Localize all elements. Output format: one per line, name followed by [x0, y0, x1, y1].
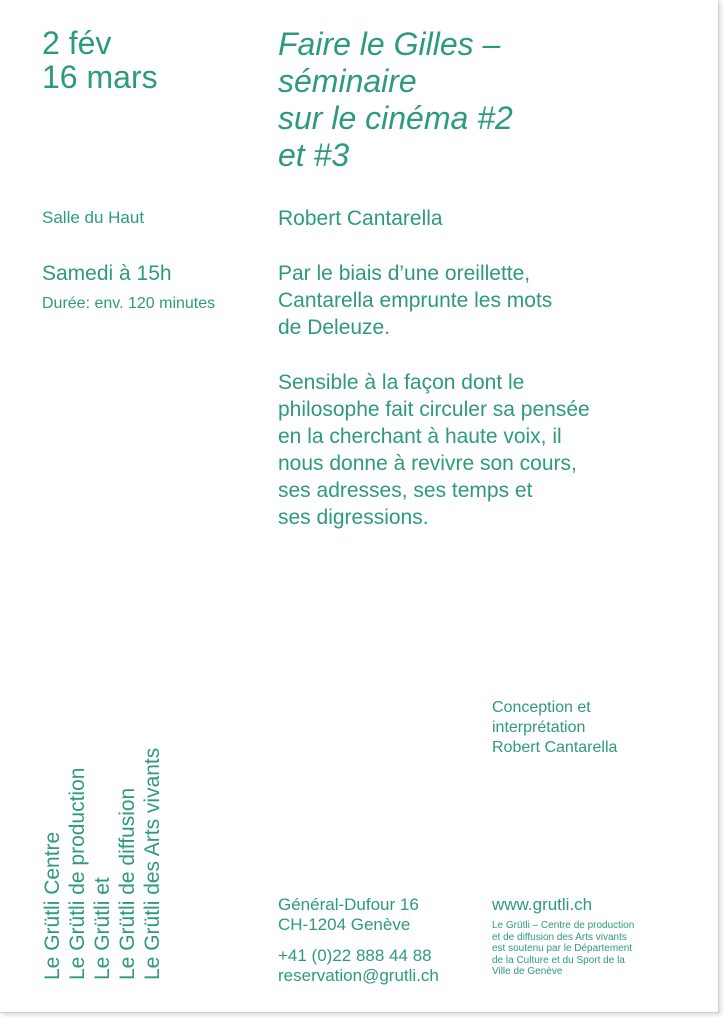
- event-duration: Durée: env. 120 minutes: [42, 295, 216, 312]
- support-line: et de diffusion des Arts vivants: [492, 931, 627, 943]
- description-line: nous donne à revivre son cours,: [278, 452, 577, 475]
- date-start: 2 fév: [42, 25, 112, 61]
- support-line: Ville de Genève: [492, 966, 563, 977]
- vertical-line: Le Grütli et: [91, 877, 114, 980]
- description-line: en la cherchant à haute voix, il: [278, 425, 562, 448]
- credits-line: interprétation: [492, 719, 586, 736]
- description-line: ses digressions.: [278, 506, 429, 529]
- support-line: est soutenu par le Département: [492, 943, 633, 954]
- support-line: Le Grütli – Centre de production: [492, 920, 635, 931]
- title-line: séminaire: [278, 63, 417, 99]
- date-end: 16 mars: [42, 59, 158, 95]
- title-line: Faire le Gilles –: [278, 26, 501, 62]
- address: [278, 895, 419, 935]
- description-line: Cantarella emprunte les mots: [278, 289, 553, 312]
- event-description: [278, 260, 698, 559]
- email-link[interactable]: reservation@grutli.ch: [278, 966, 439, 985]
- address-line: Général-Dufour 16: [278, 895, 419, 914]
- description-paragraph: [278, 260, 698, 341]
- description-paragraph: [278, 369, 698, 531]
- title-line: sur le cinéma #2: [278, 100, 513, 136]
- phone-number: +41 (0)22 888 44 88: [278, 946, 432, 965]
- description-line: Sensible à la façon dont le: [278, 371, 525, 394]
- venue-label: Salle du Haut: [42, 208, 145, 227]
- event-time: Samedi à 15h: [42, 262, 172, 285]
- address-line: CH-1204 Genève: [278, 915, 411, 934]
- author-name: Robert Cantarella: [278, 207, 443, 230]
- vertical-line: Le Grütli de diffusion: [116, 787, 139, 980]
- event-title: [278, 26, 698, 174]
- credits-line: Robert Cantarella: [492, 739, 618, 756]
- event-dates: [42, 26, 158, 94]
- description-line: philosophe fait circuler sa pensée: [278, 398, 590, 421]
- vertical-line: Le Grütli Centre: [41, 831, 64, 980]
- support-notice: [492, 920, 682, 978]
- credits-line: Conception et: [492, 699, 591, 716]
- vertical-line: Le Grütli des Arts vivants: [141, 747, 164, 980]
- support-line: de la Culture et du Sport de la: [492, 954, 625, 966]
- description-line: ses adresses, ses temps et: [278, 479, 533, 502]
- website-link[interactable]: www.grutli.ch: [492, 895, 593, 914]
- vertical-line: Le Grütli de production: [66, 767, 89, 980]
- contact: [278, 946, 439, 986]
- credits: [492, 698, 617, 758]
- description-line: de Deleuze.: [278, 316, 391, 339]
- vertical-organisation-text: [40, 748, 165, 980]
- description-line: Par le biais d’une oreillette,: [278, 262, 531, 285]
- title-line: et #3: [278, 137, 350, 173]
